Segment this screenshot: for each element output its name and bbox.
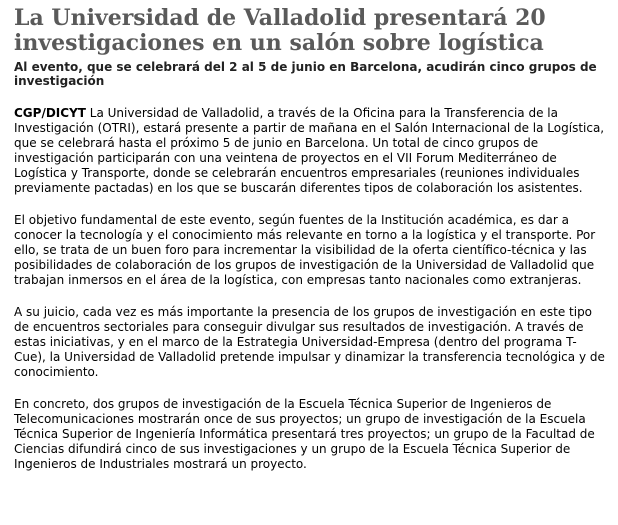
article-paragraph-1-text: La Universidad de Valladolid, a través de la Oficina para la Transferencia de la Investigación (OTRI), estará presente a partir de mañana en el Salón Internacional de la Logística, que se celebrará hasta el próximo 5 de junio en Barcelona. Un total de cinco grupos de investigación participarán con una veintena de proyectos en el VII Forum Mediterráneo de Logística y Transporte, donde se celebrarán encuentros empresariales (reuniones individuales previamente pactadas) en los que se buscarán diferentes tipos de colaboración los asistentes. (14, 106, 605, 195)
news-article (14, 6, 606, 489)
article-headline: La Universidad de Valladolid presentará 20 investigaciones en un salón sobre logística (14, 5, 546, 56)
article-subheadline: Al evento, que se celebrará del 2 al 5 de junio en Barcelona, acudirán cinco grupos de investigación (14, 60, 597, 88)
article-paragraph-3: A su juicio, cada vez es más importante la presencia de los grupos de investigación en este tipo de encuentros sectoriales para conseguir divulgar sus resultados de investigación. A través de estas iniciativas, y en el marco de la Estrategia Universidad-Empresa (dentro del programa T-Cue), la Universidad de Valladolid pretende impulsar y dinamizar la transferencia tecnológica y de conocimiento. (14, 305, 605, 379)
article-paragraph-2: El objetivo fundamental de este evento, según fuentes de la Institución académica, es dar a conocer la tecnología y el conocimiento más relevante en torno a la logística y el transporte. Por ello, se trata de un buen foro para incrementar la visibilidad de la oferta científico-técnica y las posibilidades de colaboración de los grupos de investigación de la Universidad de Valladolid que trabajan inmersos en el área de la logística, con empresas tanto nacionales como extranjeras. (14, 213, 596, 287)
article-paragraph-4: En concreto, dos grupos de investigación de la Escuela Técnica Superior de Ingenieros de Telecomunicaciones mostrarán once de sus proyectos; un grupo de investigación de la Escuela Técnica Superior de Ingeniería Informática presentará tres proyectos; un grupo de la Facultad de Ciencias difundirá cinco de sus investigaciones y un grupo de la Escuela Técnica Superior de Ingenieros de Industriales mostrará un proyecto. (14, 397, 595, 471)
article-source: CGP/DICYT (14, 106, 86, 120)
article-paragraph-1 (14, 106, 606, 196)
article-body (14, 106, 606, 472)
